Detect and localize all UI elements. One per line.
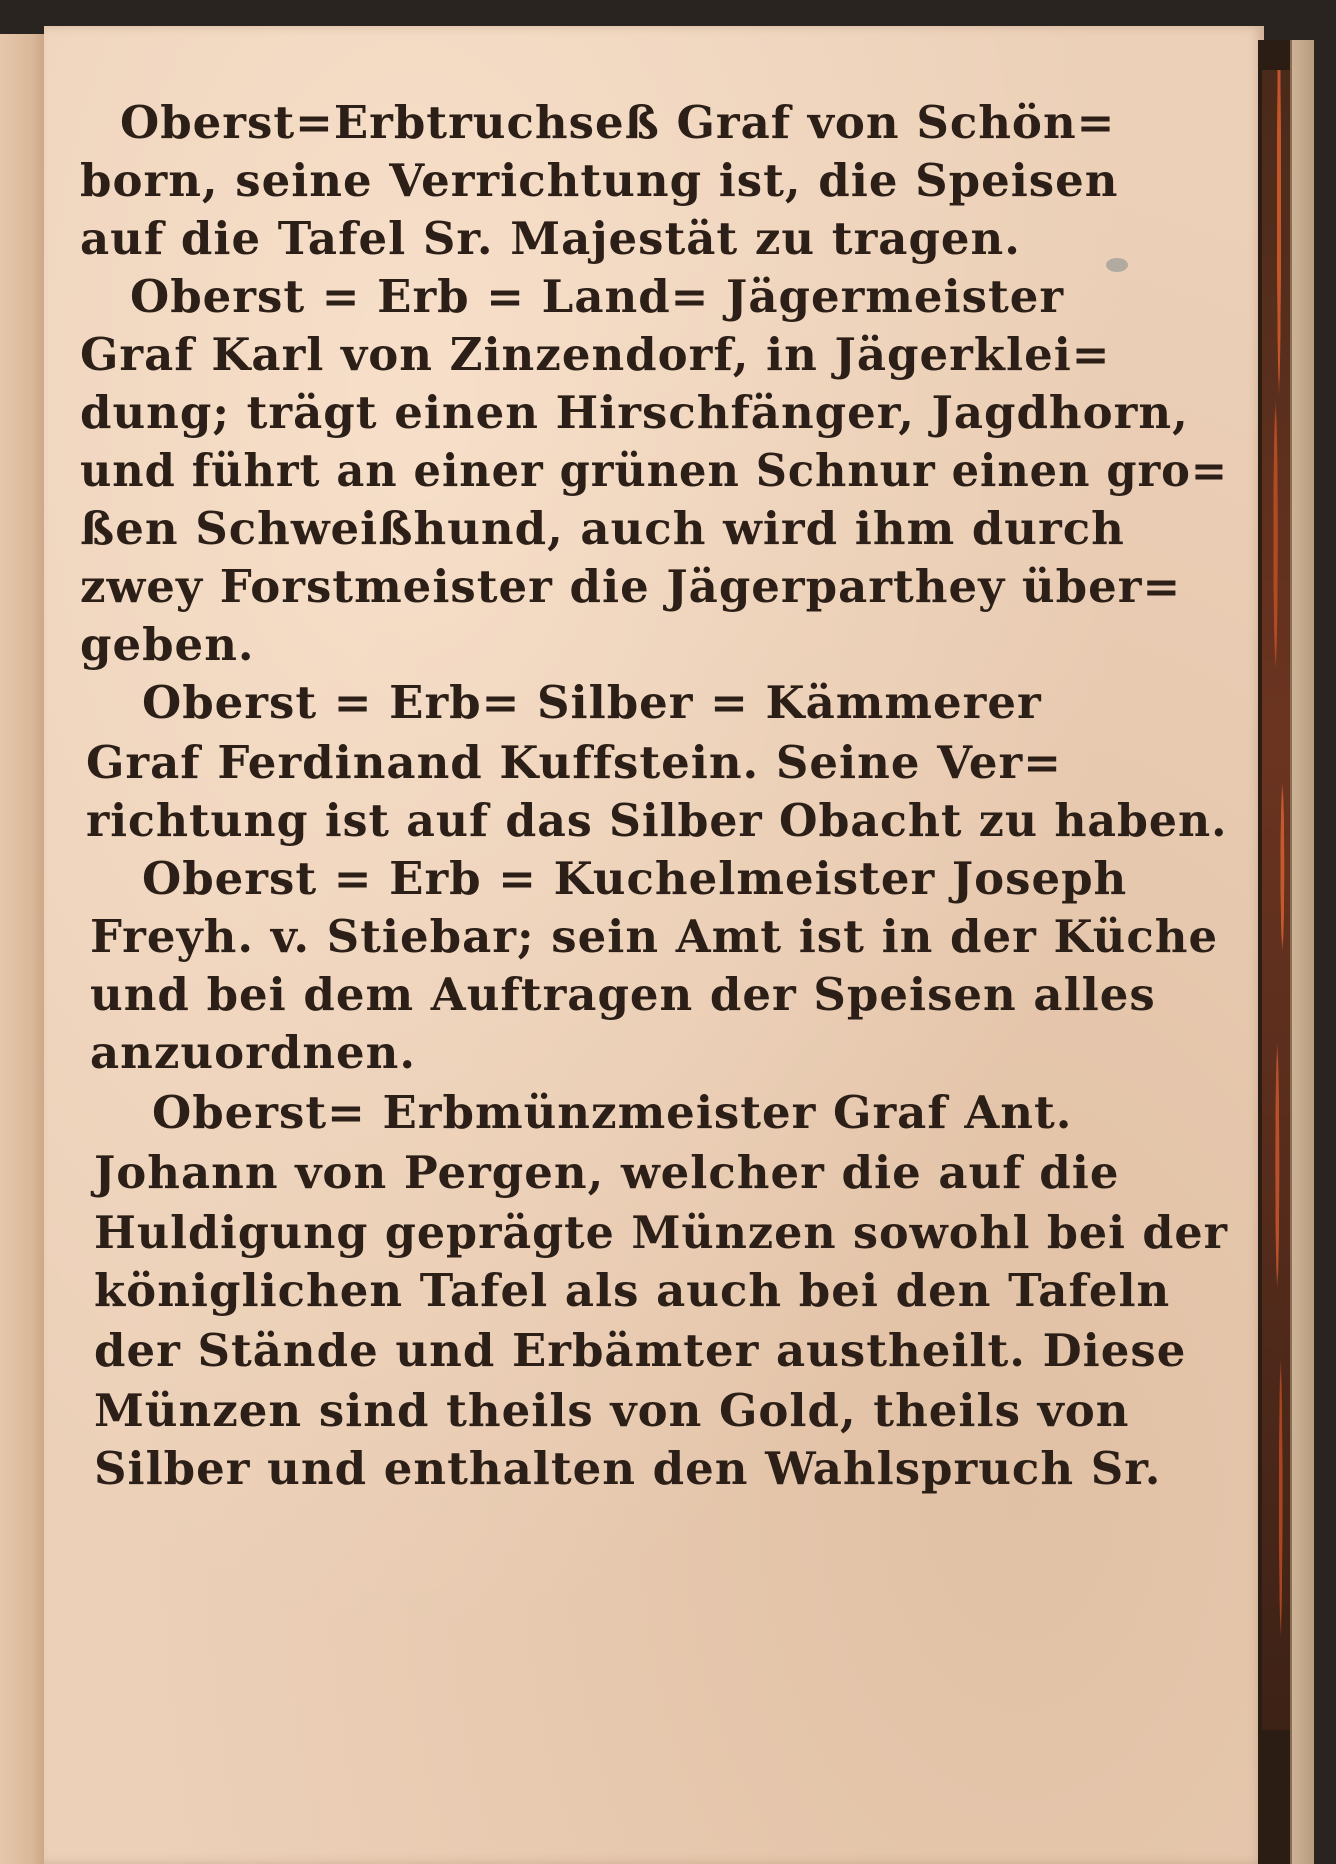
text-line: königlichen Tafel als auch bei den Tafeln bbox=[94, 1264, 1171, 1317]
text-line: Huldigung geprägte Münzen sowohl bei der bbox=[94, 1206, 1228, 1259]
text-line: zwey Forstmeister die Jägerparthey über= bbox=[80, 560, 1182, 613]
text-line: und führt an einer grünen Schnur einen gro= bbox=[80, 444, 1228, 497]
text-line: Silber und enthalten den Wahlspruch Sr. bbox=[94, 1442, 1162, 1495]
left-page-edge bbox=[0, 34, 48, 1864]
text-line: dung; trägt einen Hirschfänger, Jagdhorn, bbox=[80, 386, 1189, 439]
page-edges bbox=[1290, 40, 1314, 1864]
text-line: Johann von Pergen, welcher die auf die bbox=[94, 1146, 1120, 1199]
text-line: Oberst= Erbmünzmeister Graf Ant. bbox=[152, 1086, 1073, 1139]
text-line: richtung ist auf das Silber Obacht zu haben. bbox=[86, 794, 1228, 847]
text-line: der Stände und Erbämter austheilt. Diese bbox=[94, 1324, 1187, 1377]
text-line: Oberst=Erbtruchseß Graf von Schön= bbox=[120, 96, 1116, 149]
text-line: Oberst = Erb = Land= Jägermeister bbox=[130, 270, 1065, 323]
text-line: Graf Karl von Zinzendorf, in Jägerklei= bbox=[80, 328, 1111, 381]
text-line: born, seine Verrichtung ist, die Speisen bbox=[80, 154, 1119, 207]
text-line: und bei dem Auftragen der Speisen alles bbox=[90, 968, 1156, 1021]
ink-smudge bbox=[1106, 258, 1128, 272]
text-line: geben. bbox=[80, 618, 255, 671]
text-line: anzuordnen. bbox=[90, 1026, 417, 1079]
text-line: Oberst = Erb= Silber = Kämmerer bbox=[142, 676, 1042, 729]
text-line: Graf Ferdinand Kuffstein. Seine Ver= bbox=[86, 736, 1062, 789]
text-line: auf die Tafel Sr. Majestät zu tragen. bbox=[80, 212, 1021, 265]
text-line: Oberst = Erb = Kuchelmeister Joseph bbox=[142, 852, 1128, 905]
text-line: Münzen sind theils von Gold, theils von bbox=[94, 1384, 1130, 1437]
text-line: Freyh. v. Stiebar; sein Amt ist in der Küche bbox=[90, 910, 1219, 963]
text-line: ßen Schweißhund, auch wird ihm durch bbox=[80, 502, 1125, 555]
